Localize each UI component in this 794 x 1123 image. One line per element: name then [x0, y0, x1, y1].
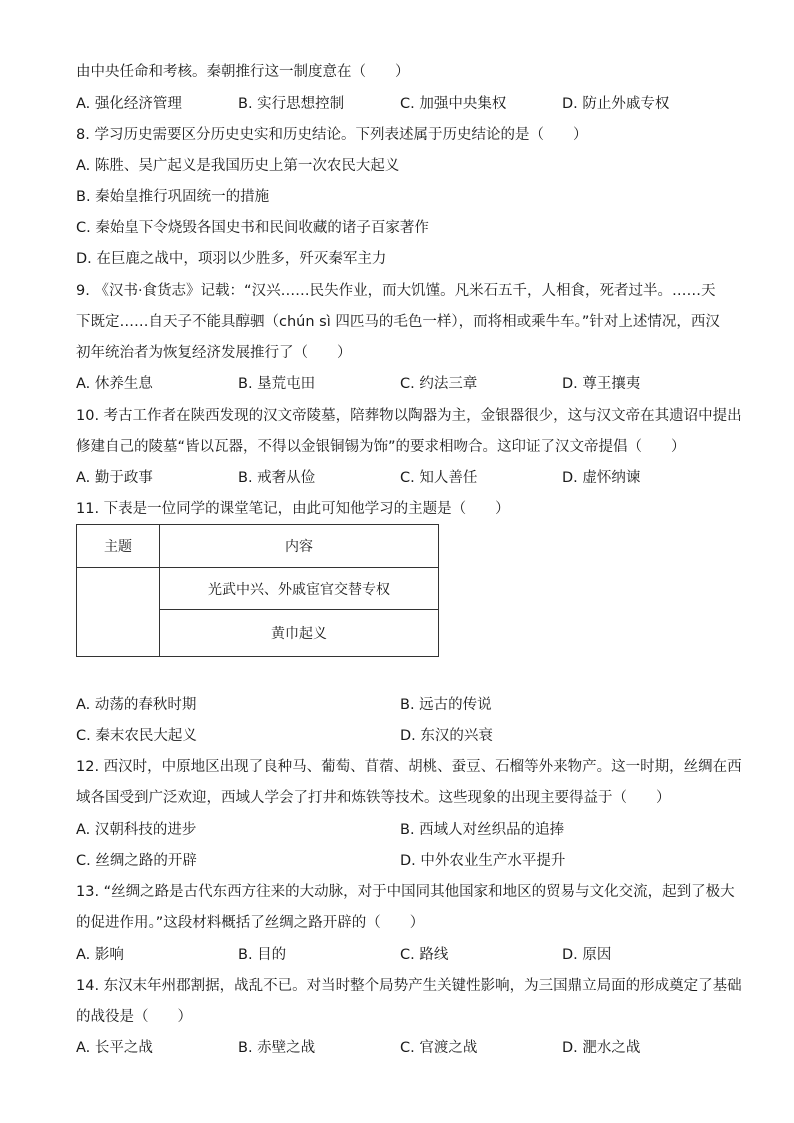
q10-stem-line-1: 10. 考古工作者在陕西发现的汉文帝陵墓，陪葬物以陶器为主，金银器很少，这与汉文帝在其遗诏中提出	[76, 408, 742, 424]
q14-option-a: A. 长平之战	[76, 1040, 153, 1056]
q10-option-a: A. 勤于政事	[76, 470, 153, 486]
q7-option-c: C. 加强中央集权	[400, 96, 507, 112]
table-header-topic: 主题	[77, 525, 160, 568]
table-header-content: 内容	[160, 525, 439, 568]
class-notes-table	[76, 524, 439, 657]
q8-option-d: D. 在巨鹿之战中，项羽以少胜多，歼灭秦军主力	[76, 251, 387, 267]
q11-stem: 11. 下表是一位同学的课堂笔记，由此可知他学习的主题是（ ）	[76, 501, 510, 517]
q14-option-c: C. 官渡之战	[400, 1040, 478, 1056]
q14-stem-line-2: 的战役是（ ）	[76, 1009, 192, 1025]
table-cell-topic-blank	[77, 568, 160, 657]
q9-stem-line-1: 9. 《汉书·食货志》记载：“汉兴……民失作业，而大饥馑。凡米石五千，人相食，死者过半。……天	[76, 283, 716, 299]
q11-option-a: A. 动荡的春秋时期	[76, 697, 197, 713]
q14-option-d: D. 淝水之战	[562, 1040, 641, 1056]
q11-option-c: C. 秦末农民大起义	[76, 728, 197, 744]
q10-option-d: D. 虚怀纳谏	[562, 470, 641, 486]
q8-option-a: A. 陈胜、吴广起义是我国历史上第一次农民大起义	[76, 158, 400, 174]
table-row: 光武中兴、外戚宦官交替专权	[160, 568, 439, 610]
q11-option-b: B. 远古的传说	[400, 697, 492, 713]
q13-stem-line-1: 13. “丝绸之路是古代东西方往来的大动脉，对于中国同其他国家和地区的贸易与文化交流，起到了极大	[76, 884, 735, 900]
q7-stem: 由中央任命和考核。秦朝推行这一制度意在（ ）	[76, 64, 410, 80]
q9-stem-line-3: 初年统治者为恢复经济发展推行了（ ）	[76, 345, 352, 361]
q12-option-b: B. 西域人对丝织品的追捧	[400, 822, 565, 838]
q9-option-c: C. 约法三章	[400, 376, 478, 392]
q12-option-d: D. 中外农业生产水平提升	[400, 853, 566, 869]
q11-option-d: D. 东汉的兴衰	[400, 728, 493, 744]
q12-stem-line-2: 域各国受到广泛欢迎，西域人学会了打井和炼铁等技术。这些现象的出现主要得益于（ ）	[76, 790, 671, 806]
q12-stem-line-1: 12. 西汉时，中原地区出现了良种马、葡萄、苜蓿、胡桃、蚕豆、石榴等外来物产。这一时期，丝绸在西	[76, 759, 742, 775]
q8-option-b: B. 秦始皇推行巩固统一的措施	[76, 189, 270, 205]
q13-option-a: A. 影响	[76, 947, 124, 963]
q13-option-c: C. 路线	[400, 947, 449, 963]
q9-option-a: A. 休养生息	[76, 376, 153, 392]
q7-option-b: B. 实行思想控制	[238, 96, 345, 112]
q14-stem-line-1: 14. 东汉末年州郡割据，战乱不已。对当时整个局势产生关键性影响，为三国鼎立局面的形成奠定了基础	[76, 978, 742, 994]
q9-option-b: B. 垦荒屯田	[238, 376, 316, 392]
q7-option-a: A. 强化经济管理	[76, 96, 182, 112]
q9-stem-line-2: 下既定……自天子不能具醇驷（chún sì 四匹马的毛色一样），而将相或乘牛车。”针对上述情况，西汉	[76, 314, 720, 330]
q10-stem-line-2: 修建自己的陵墓“皆以瓦器，不得以金银铜锡为饰”的要求相吻合。这印证了汉文帝提倡（ ）	[76, 439, 686, 455]
q10-option-c: C. 知人善任	[400, 470, 478, 486]
q9-option-d: D. 尊王攘夷	[562, 376, 641, 392]
q8-option-c: C. 秦始皇下令烧毁各国史书和民间收藏的诸子百家著作	[76, 220, 429, 236]
q13-option-d: D. 原因	[562, 947, 612, 963]
q13-option-b: B. 目的	[238, 947, 287, 963]
q14-option-b: B. 赤壁之战	[238, 1040, 316, 1056]
q10-option-b: B. 戒奢从俭	[238, 470, 316, 486]
q13-stem-line-2: 的促进作用。”这段材料概括了丝绸之路开辟的（ ）	[76, 915, 425, 931]
q8-stem: 8. 学习历史需要区分历史史实和历史结论。下列表述属于历史结论的是（ ）	[76, 127, 588, 143]
q12-option-c: C. 丝绸之路的开辟	[76, 853, 197, 869]
q12-option-a: A. 汉朝科技的进步	[76, 822, 197, 838]
q7-option-d: D. 防止外戚专权	[562, 96, 670, 112]
table-row: 黄巾起义	[160, 610, 439, 657]
